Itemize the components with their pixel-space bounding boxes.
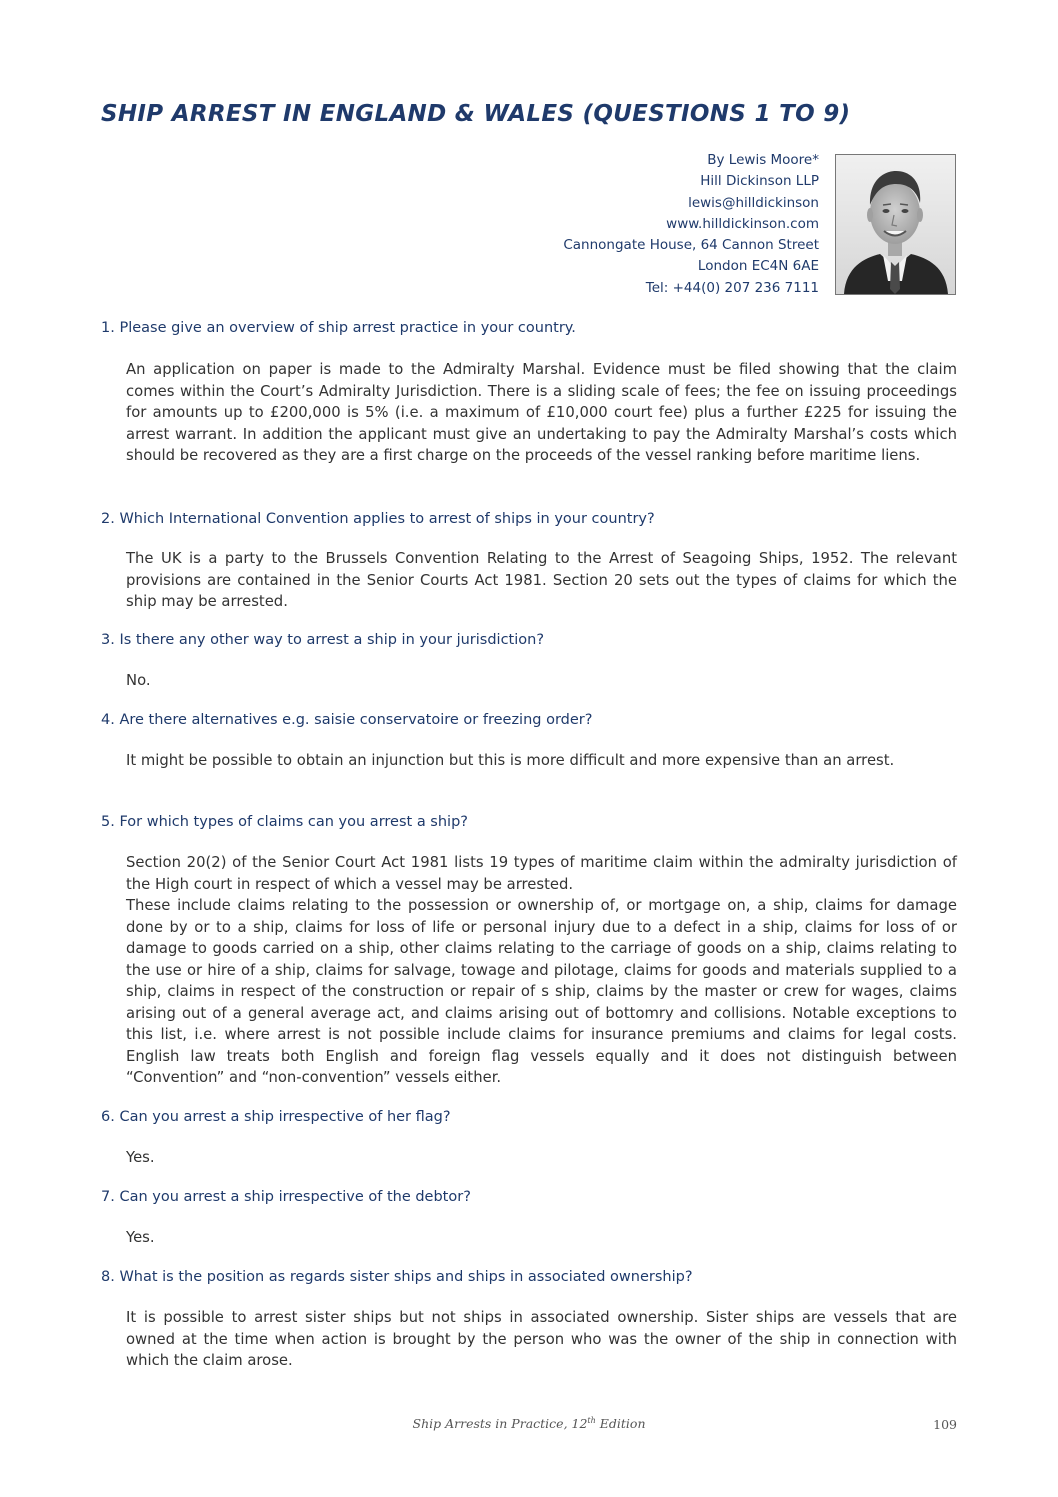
question-5: 5. For which types of claims can you arrest a ship? [101,814,468,830]
answer-8: It is possible to arrest sister ships but not ships in associated ownership. Sister ships are vessels that are owned at the time when action is brought by the person who was the owner of the ship in connection with which the claim arose. [126,1309,957,1369]
question-6: 6. Can you arrest a ship irrespective of her flag? [101,1109,451,1125]
answer-1: An application on paper is made to the Admiralty Marshal. Evidence must be filed showing that the claim comes within the Court’s Admiralty Jurisdiction. There is a sliding scale of fees; the fee on issuing proceedings for amounts up to £200,000 is 5% (i.e. a maximum of £10,000 court fee) plus a further £225 for issuing the arrest warrant. In addition the applicant must give an undertaking to pay the Admiralty Marshal’s costs which should be recovered as they are a first charge on the proceeds of the vessel ranking before maritime liens. [126,361,957,464]
question-4: 4. Are there alternatives e.g. saisie conservatoire or freezing order? [101,712,593,728]
question-7: 7. Can you arrest a ship irrespective of the debtor? [101,1189,471,1205]
footer-edition: Edition [595,1416,646,1432]
author-firm: Hill Dickinson LLP [700,173,819,190]
author-website: www.hilldickinson.com [666,215,819,232]
author-photo [835,154,956,295]
author-email: lewis@hilldickinson [688,194,819,211]
question-8: 8. What is the position as regards sister ships and ships in associated ownership? [101,1269,693,1285]
question-3: 3. Is there any other way to arrest a ship in your jurisdiction? [101,632,545,648]
answer-4: It might be possible to obtain an injunction but this is more difficult and more expensive than an arrest. [126,752,895,769]
footer-title: Ship Arrests in Practice, 12 [412,1416,588,1432]
answer-5: Section 20(2) of the Senior Court Act 1981 lists 19 types of maritime claim within the admiralty jurisdiction of the High court in respect of which a vessel may be arrested. [126,854,957,893]
page-footer [0,1416,1058,1431]
author-address-line1: Cannongate House, 64 Cannon Street [563,237,819,254]
answer-2: The UK is a party to the Brussels Convention Relating to the Arrest of Seagoing Ships, 1952. The relevant provisions are contained in the Senior Courts Act 1981. Section 20 sets out the types of claims for which the ship may be arrested. [126,550,957,610]
answer-6: Yes. [126,1149,155,1166]
answer-5-continued: These include claims relating to the possession or ownership of, or mortgage on, a ship, claims for damage done by or to a ship, claims for loss of life or personal injury due to a defect in a ship, claims for loss of or damage to goods carried on a ship, other claims relating to the carriage of goods on a ship, claims relating to the use or hire of a ship, claims for salvage, towage and pilotage, claims for goods and materials supplied to a ship, claims in respect of the construction or repair of s ship, claims by the master or crew for wages, claims arising out of a general average act, and claims arising out of bottomry and collisions. Notable exceptions to this list, i.e. where arrest is not possible include claims for insurance premiums and claims for legal costs. English law treats both English and foreign flag vessels equally and it does not distinguish between “Convention” and “non-convention” vessels either. [126,897,957,1086]
author-info [379,150,819,299]
page-title: SHIP ARREST IN ENGLAND & WALES (QUESTIONS 1 TO 9) [101,101,851,127]
page-number: 109 [933,1417,957,1432]
question-2: 2. Which International Convention applies to arrest of ships in your country? [101,511,655,527]
answer-7: Yes. [126,1229,155,1246]
question-1: 1. Please give an overview of ship arrest practice in your country. [101,320,576,336]
footer-edition-suffix: th [587,1416,596,1425]
author-tel: Tel: +44(0) 207 236 7111 [645,279,819,296]
author-byline: By Lewis Moore* [707,152,819,168]
answer-3: No. [126,672,151,689]
author-address-line2: London EC4N 6AE [697,258,819,275]
